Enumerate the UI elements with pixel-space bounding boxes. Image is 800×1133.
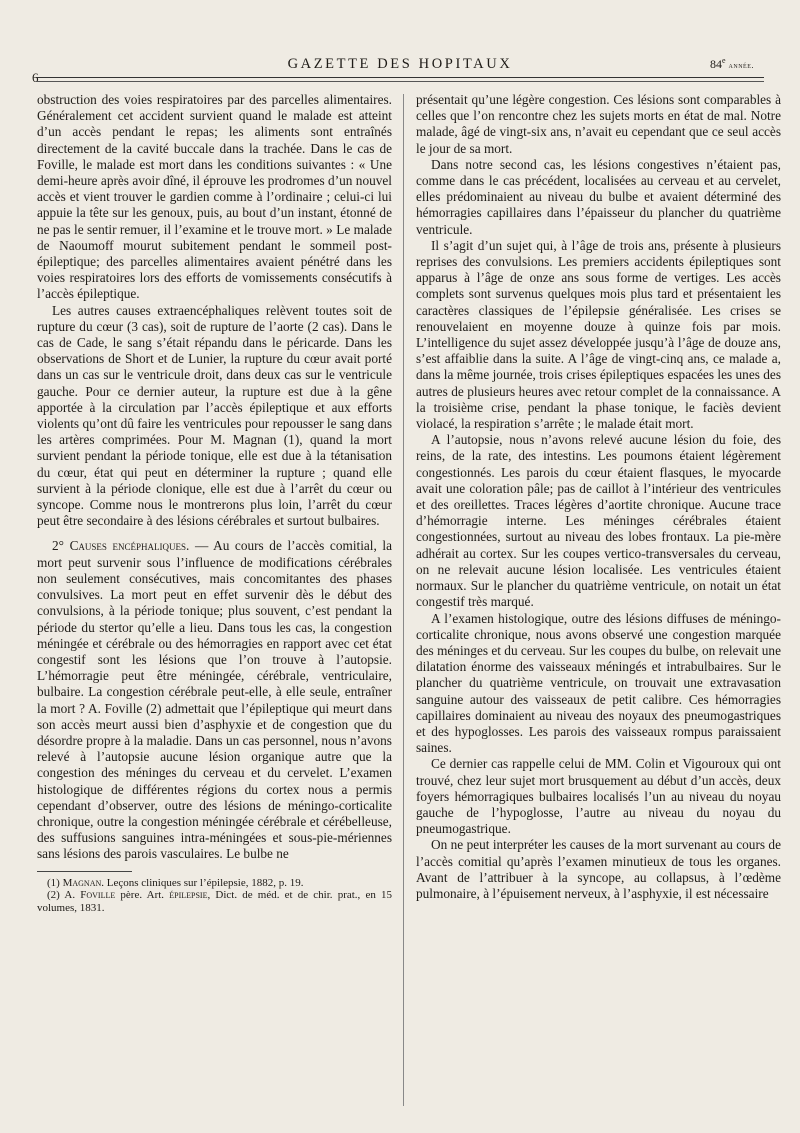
- right-paragraph-3: Il s’agit d’un sujet qui, à l’âge de trois ans, présente à plusieurs reprises des convulsions. Les premiers accidents épileptiques sont apparus à l’âge de onze ans sous forme de vertiges. Les accès complets sont survenus quelques mois plus tard et présentaient les caractères classiques de l’épilepsie généralisée. Les crises se renouvelaient en moyenne douze à quinze fois par mois. L’intelligence du sujet assez développée jusqu’à l’âge de douze ans, s’est affaiblie dans la suite. A l’âge de vingt-cinq ans, ce malade a, dans la même journée, trois crises épileptiques espacées les unes des autres de plusieurs heures avec retour complet de la connaissance. A la troisième crise, pendant la phase tonique, le faciès devient violacé, la respiration s’arrête ; le malade était mort.: [416, 237, 781, 432]
- header-rule-thin: [36, 81, 764, 82]
- footnote-2-mid: père. Art.: [115, 889, 170, 902]
- footnote-2-article: épilepsie: [169, 889, 208, 902]
- footnote-2-author: Foville: [80, 889, 116, 902]
- column-divider: [403, 94, 404, 1106]
- footnote-1-text: . Leçons cliniques sur l’épilepsie, 1882, p. 19.: [101, 876, 304, 889]
- footnote-1: [37, 877, 392, 890]
- section-text: — Au cours de l’accès comitial, la mort peut survenir sous l’influence de modifications cérébrales non seulement consécutives, mais concomitantes des phases convulsives. La mort peut en effet survenir dès le début des convulsions, à la période tonique; plus souvent, c’est pendant la période du stertor qu’elle a lieu. Dans tous les cas, la congestion méningée et cérébrale ou des hémorragies en rapport avec cet état congestif sont les lésions que l’on trouve à l’autopsie. L’hémorragie peut être méningée, cérébrale, ventriculaire, bulbaire. La congestion cérébrale peut-elle, à elle seule, entraîner la mort ? A. Foville (2) admettait que l’épileptique qui meurt dans son accès meurt aussi bien d’asphyxie et de congestion que du désordre propre à la maladie. Dans un cas personnel, nous n’avons relevé à l’autopsie aucune lésion organique autre que la congestion des méninges du cerveau et du cervelet. L’examen histologique de différentes régions du cortex nous a permis cependant d’observer, outre des lésions de méningo-corticalite chronique, outre la congestion méningée cérébrale et cérébelleuse, des suffusions sanguines intra-méningées et sous-pie-mériennes sans lésions des parois vasculaires. Le bulbe ne: [37, 538, 393, 862]
- footnote-1-author: Magnan: [62, 876, 102, 889]
- section-number: 2°: [52, 538, 70, 554]
- year-label: [710, 56, 754, 72]
- left-column: [37, 92, 392, 914]
- left-paragraph-2: Les autres causes extraencéphaliques relèvent toutes soit de rupture du cœur (3 cas), soit de rupture de l’aorte (2 cas). Dans le cas de Cade, le sang s’était répandu dans le péricarde. Dans les observations de Short et de Lunier, la rupture du cœur avait porté dans un cas sur le ventricule droit, dans deux cas sur le ventricule gauche. Pour ce dernier auteur, la rupture est due à la gêne apportée à la circulation par l’accès épileptique et aux efforts violents qu’ont dû faire les ventricules pour repousser le sang dans les artères comprimées. Pour M. Magnan (1), quand la mort survient pendant la période tonique, elle est due à la tétanisation du cœur, état qui peut en déterminer la rupture ; quand elle survient à la période clonique, elle est due à l’arrêt du cœur ou syncope. Comme nous le montrerons plus loin, l’arrêt du cœur peut être secondaire à des lésions cérébrales et surtout bulbaires.: [37, 302, 392, 529]
- footnote-1-number: (1): [47, 876, 63, 889]
- section-heading: Causes encéphaliques.: [69, 538, 190, 554]
- right-paragraph-7: On ne peut interpréter les causes de la mort survenant au cours de l’accès comitial qu’après l’examen minutieux de tous les organes. Avant de l’attribuer à la syncope, au collapsus, à l’œdème pulmonaire, à l’épuisement nerveux, à l’asphyxie, il est nécessaire: [416, 837, 781, 901]
- left-paragraph-3: [37, 538, 392, 862]
- footnote-2: [37, 889, 392, 914]
- footnote-rule: [37, 871, 132, 872]
- right-column: [416, 92, 781, 902]
- right-paragraph-4: A l’autopsie, nous n’avons relevé aucune lésion du foie, des reins, de la rate, des intestins. Les poumons étaient légèrement congestionnés. Les parois du cœur étaient flasques, le myocarde avait une coloration pâle; pas de caillot à l’intérieur des ventricules et des oreillettes. Traces légères d’aortite chronique. Aucune trace d’hémorragie interne. Les méninges cérébrales étaient congestionnées, surtout au niveau des lobes frontaux. La pie-mère adhérait au cortex. Sur les coupes vertico-transversales du cerveau, on ne relevait aucune lésion localisée. Les ventricules étaient normaux. Sur le plancher du quatrième ventricule, on notait un état congestif très marqué.: [416, 432, 781, 610]
- left-paragraph-1: obstruction des voies respiratoires par des parcelles alimentaires. Généralement cet accident survient quand le malade est atteint d’un accès pendant le repas; les aliments sont entraînés directement de la cavité buccale dans la trachée. Dans le cas de Foville, le malade est mort dans les conditions suivantes : « Une demi-heure après avoir dîné, il éprouve les prodromes d’un nouvel accès et vient trouver le gardien comme à l’ordinaire ; celui-ci lui appuie la tête sur les genoux, puis, au bout d’un instant, étonné de ne pas le sentir remuer, il l’examine et le trouve mort. » Le malade de Naoumoff mourut subitement pendant le sommeil post-épileptique; des parcelles alimentaires avaient pénétré dans les voies respiratoires lors des efforts de vomissements consécutifs à l’accès épileptique.: [37, 92, 392, 302]
- year-superscript: e: [721, 56, 726, 65]
- journal-title: GAZETTE DES HOPITAUX: [287, 56, 513, 72]
- header-rule-thick: [36, 77, 764, 78]
- footnote-2-number: (2) A.: [47, 889, 81, 902]
- year-number: 84: [709, 57, 722, 71]
- page-number: 6: [32, 70, 39, 85]
- right-paragraph-2: Dans notre second cas, les lésions congestives n’étaient pas, comme dans le cas précédent, localisées au cerveau et au cervelet, elles prédominaient au niveau du bulbe et avaient déterminé des hémorragies capillaires dans l’épaisseur du plancher du quatrième ventricule.: [416, 156, 781, 237]
- right-paragraph-1: présentait qu’une légère congestion. Ces lésions sont comparables à celles que l’on rencontre chez les sujets morts en état de mal. Notre malade, âgé de vingt-six ans, n’avait eu cependant que ce seul accès le jour de sa mort.: [416, 92, 781, 156]
- right-paragraph-6: Ce dernier cas rappelle celui de MM. Colin et Vigouroux qui ont trouvé, chez leur sujet mort brusquement au début d’un accès, deux foyers hémorragiques bulbaires localisés l’un au niveau du noyau gauche de l’hypoglosse, l’autre au niveau du noyau du pneumogastrique.: [416, 756, 781, 837]
- year-word: année.: [728, 60, 754, 70]
- footnote-2-text: , Dict. de méd. et de chir. prat., en 15 volumes, 1831.: [37, 889, 393, 914]
- right-paragraph-5: A l’examen histologique, outre des lésions diffuses de méningo-corticalite chronique, nous avons observé une congestion marquée des méninges et du cerveau. Sur les coupes du bulbe, on relevait une dilatation énorme des vaisseaux méningés et intrabulbaires. Sur le plancher du quatrième ventricule, on trouvait une extravasation sanguine autour des vaisseaux de petit calibre. Ces hémorragies capillaires dominaient au niveau des noyaux des pneumogastriques et des hypoglosses. Les parois des vaisseaux rompus paraissaient saines.: [416, 610, 781, 756]
